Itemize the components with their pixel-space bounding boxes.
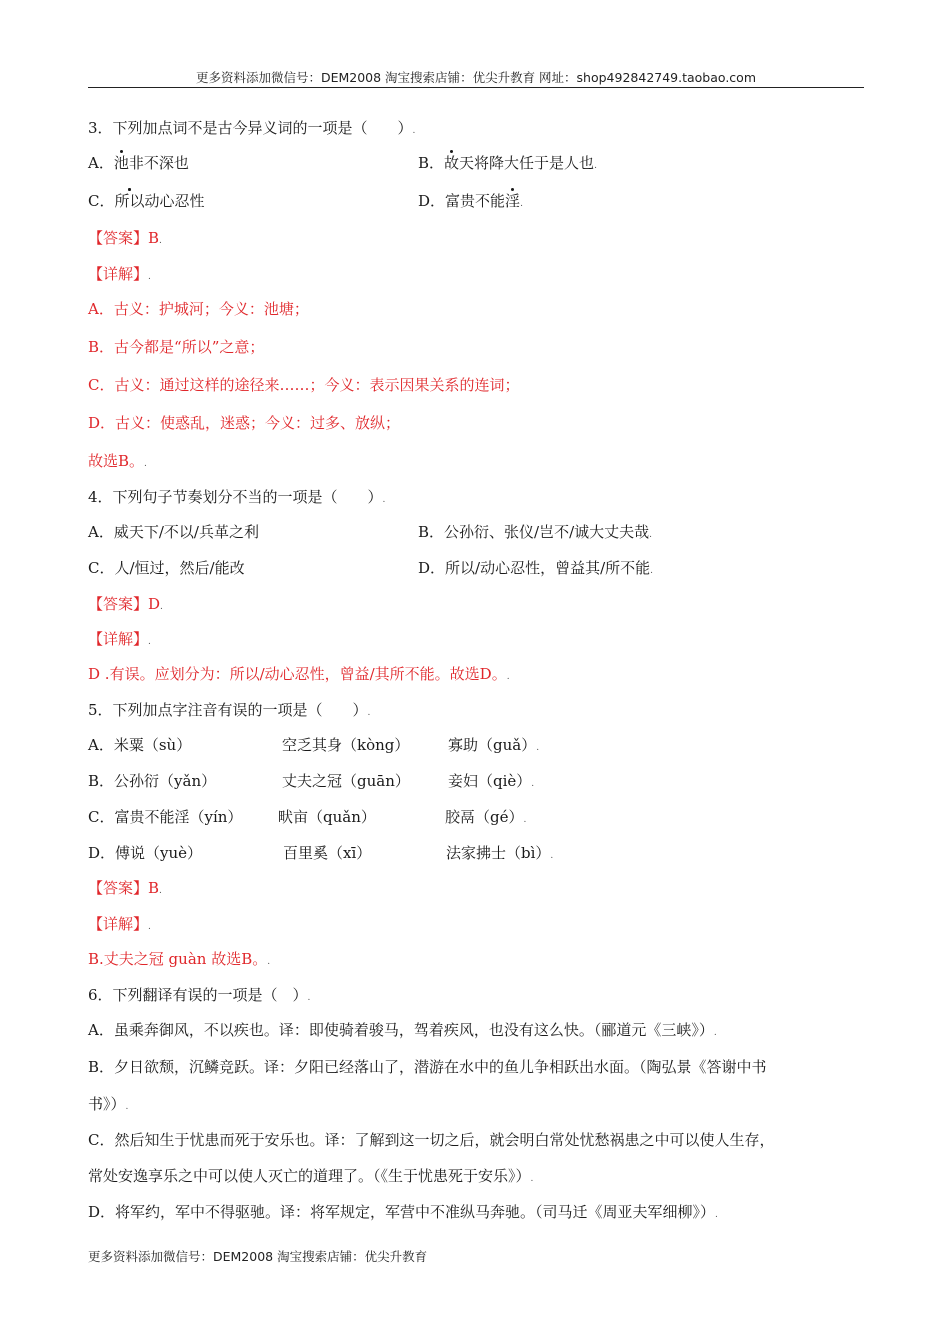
q4-option-d: D．所以/动心忍性，曾益其/所不能.	[418, 559, 654, 577]
q5-row-c-3: 胶鬲（gé）.	[445, 808, 527, 826]
q5-row-a-2: 空乏其身（kòng）	[282, 736, 410, 754]
q3-explanation-b: B．古今都是“所以”之意；	[88, 338, 265, 356]
q3-option-d: D．富贵不能淫.	[418, 192, 523, 210]
q6-option-b-line1: B．夕日欲颓，沉鳞竞跃。译：夕阳已经落山了，潜游在水中的鱼儿争相跃出水面。（陶弘景《答谢中书	[88, 1058, 767, 1076]
q4-answer: 【答案】D.	[88, 595, 163, 613]
q4-option-b: B．公孙衍、张仪/岂不/诚大丈夫哉.	[418, 523, 653, 541]
q5-row-a-1: A．米粟（sù）	[88, 736, 192, 754]
q6-option-a: A．虽乘奔御风，不以疾也。译：即使骑着骏马，驾着疾风，也没有这么快。（郦道元《三峡》）.	[88, 1021, 717, 1039]
q4-stem: 4．下列句子节奏划分不当的一项是（ ）.	[88, 488, 386, 506]
q5-row-b-3: 妾妇（qiè）.	[448, 772, 535, 790]
q3-option-a: A．池非不深也	[88, 154, 189, 172]
q6-option-c-line1: C．然后知生于忧患而死于安乐也。译：了解到这一切之后，就会明白常处忧愁祸患之中可以使人生存，	[88, 1131, 775, 1149]
q5-row-d-1: D．傅说（yuè）	[88, 844, 203, 862]
dotted-word: 池	[113, 154, 129, 172]
q3-detail-label: 【详解】.	[88, 265, 151, 283]
header-rule	[88, 87, 864, 88]
q3-explanation-d: D．古义：使惑乱，迷惑；今义：过多、放纵；	[88, 414, 401, 432]
q3-explanation-a: A．古义：护城河；今义：池塘；	[88, 300, 309, 318]
q6-option-b-line2: 书》）.	[88, 1095, 129, 1113]
q5-detail-label: 【详解】.	[88, 915, 151, 933]
page-footer: 更多资料添加微信号：DEM2008 淘宝搜索店铺：优尖升教育	[88, 1249, 428, 1264]
q3-option-c: C．所以动心忍性	[88, 192, 205, 210]
page-header: 更多资料添加微信号：DEM2008 淘宝搜索店铺：优尖升教育 网址：shop492842749.taobao.com	[195, 70, 757, 85]
q5-row-d-2: 百里奚（xī）	[283, 844, 372, 862]
q5-row-b-2: 丈夫之冠（guān）	[282, 772, 410, 790]
q3-stem: 3．下列加点词不是古今异义词的一项是（ ）.	[88, 119, 416, 137]
q6-stem: 6．下列翻译有误的一项是（ ）.	[88, 986, 311, 1004]
q4-option-a: A．威天下/不以/兵革之利	[88, 523, 259, 541]
dotted-word: 所以	[114, 192, 145, 210]
q3-conclusion: 故选B。.	[88, 452, 147, 470]
q4-explanation: D .有误。应划分为：所以/动心忍性，曾益/其所不能。故选D。.	[88, 665, 510, 683]
q5-row-c-2: 畎亩（quǎn）	[278, 808, 376, 826]
q4-option-c: C．人/恒过，然后/能改	[88, 559, 245, 577]
q6-option-d: D．将军约，军中不得驱驰。译：将军规定，军营中不准纵马奔驰。（司马迁《周亚夫军细柳》）.	[88, 1203, 718, 1221]
dotted-word: 淫	[505, 192, 521, 210]
q5-row-a-3: 寡助（guǎ）.	[448, 736, 540, 754]
q3-answer: 【答案】B.	[88, 229, 162, 247]
q6-option-c-line2: 常处安逸享乐之中可以使人灭亡的道理了。（《生于忧患死于安乐》）.	[88, 1167, 534, 1185]
q3-explanation-c: C．古义：通过这样的途径来……；今义：表示因果关系的连词；	[88, 376, 520, 394]
q5-row-b-1: B．公孙衍（yǎn）	[88, 772, 217, 790]
q5-row-d-3: 法家拂士（bì）.	[446, 844, 554, 862]
q5-explanation: B.丈夫之冠 guàn 故选B。.	[88, 950, 271, 968]
dotted-word: 故	[444, 154, 460, 172]
q5-answer: 【答案】B.	[88, 879, 162, 897]
q3-option-b: B．故天将降大任于是人也.	[418, 154, 597, 172]
q5-row-c-1: C．富贵不能淫（yín）	[88, 808, 243, 826]
q5-stem: 5．下列加点字注音有误的一项是（ ）.	[88, 701, 371, 719]
q4-detail-label: 【详解】.	[88, 630, 151, 648]
